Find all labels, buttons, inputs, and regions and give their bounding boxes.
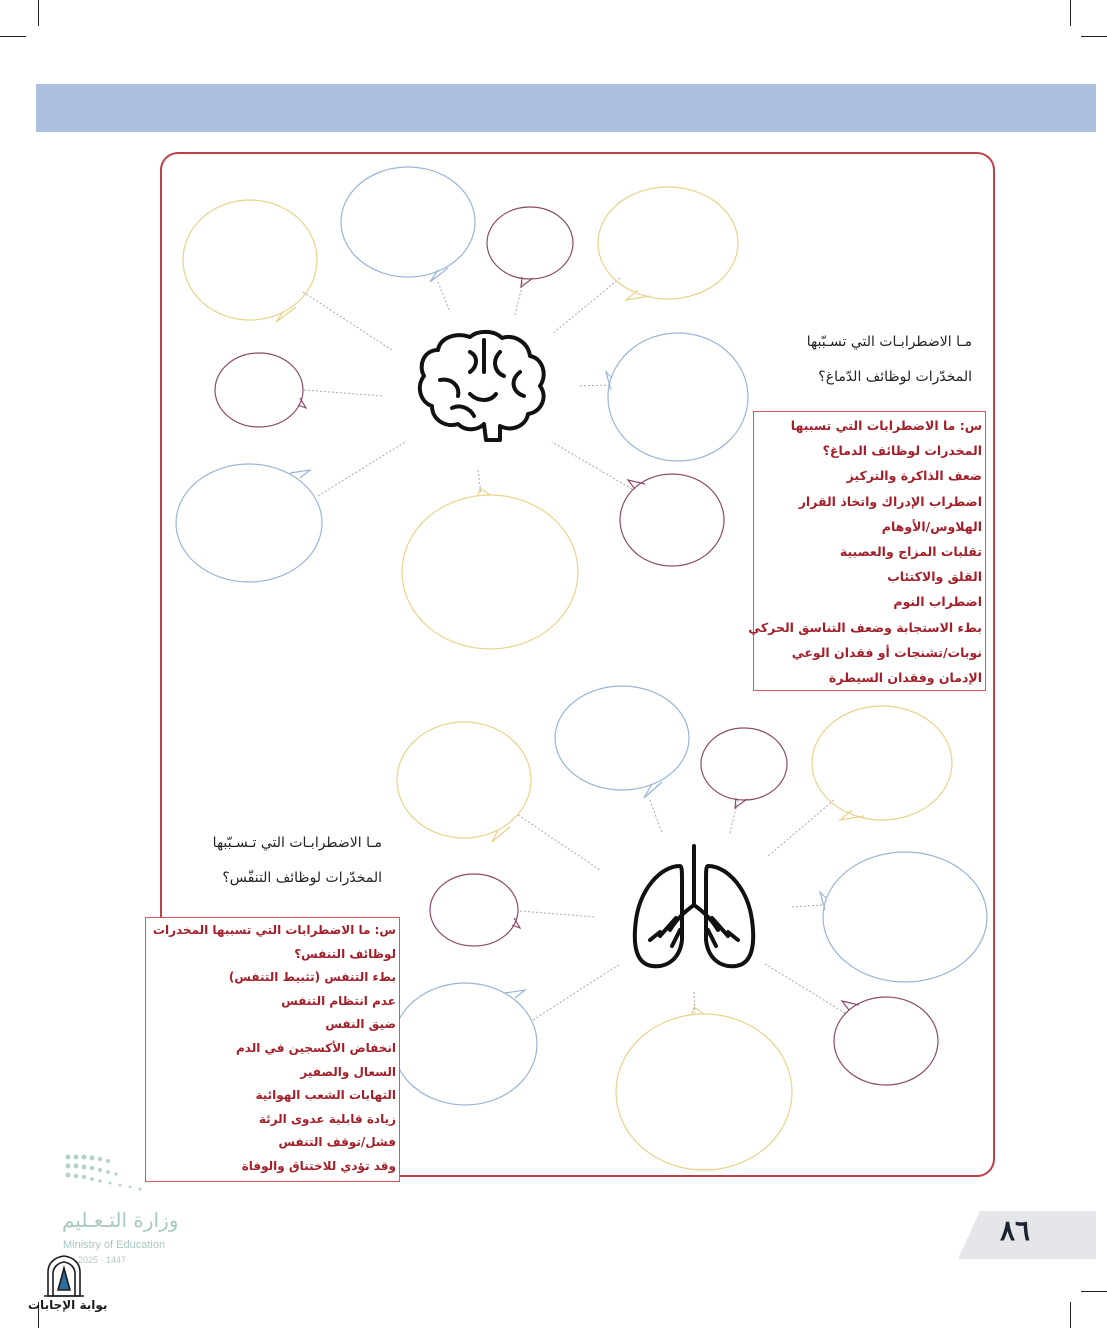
lungs-answer-line: انخفاض الأكسجين في الدم (235, 1040, 396, 1055)
brain-connectors (303, 278, 632, 496)
brain-answer-line: الإدمان وفقدان السيطرة (828, 670, 982, 686)
lungs-answer-line: ضيق النفس (325, 1017, 396, 1032)
brain-bubble-blue-2 (606, 333, 748, 461)
lungs-question (150, 826, 382, 896)
brain-bubble-yellow-3 (402, 488, 578, 649)
lungs-icon (635, 846, 753, 966)
brain-answer-box (748, 411, 986, 691)
ministry-name-english: Ministry of Education (63, 1239, 166, 1251)
lungs-question-line1: مـا الاضطرابـات التي تـسـبّبها (212, 835, 382, 851)
brain-bubble-purple-2 (215, 353, 306, 427)
brain-bubble-yellow-1 (183, 200, 317, 322)
lungs-answer-line: التهابات الشعب الهوائية (255, 1088, 396, 1103)
brain-answer-line: الهلاوس/الأوهام (881, 518, 982, 534)
ministry-name-arabic: وزارة التـعـليم (62, 1208, 179, 1232)
brain-bubble-blue-1 (341, 167, 475, 282)
lungs-bubble-purple-1 (701, 728, 787, 808)
brain-bubble-purple-3 (620, 474, 724, 566)
lungs-bubble-blue-3 (393, 983, 537, 1105)
site-label: بوابة الإجابات (28, 1298, 108, 1312)
brain-answer-line: القلق والاكتئاب (887, 569, 982, 585)
lungs-bubble-yellow-3 (616, 1007, 792, 1170)
page-number: ٨٦ (999, 1214, 1031, 1247)
ministry-year: 2025 - 1447 (78, 1255, 127, 1265)
brain-answer-line: اضطراب النوم (893, 594, 982, 610)
lungs-answer-line: وقد تؤدي للاختناق والوفاة (241, 1158, 396, 1173)
lungs-bubble-yellow-1 (397, 722, 531, 842)
lungs-bubble-purple-3 (834, 997, 938, 1085)
brain-answer-line: اضطراب الإدراك واتخاذ القرار (798, 493, 982, 509)
brain-bubble-yellow-2 (598, 187, 738, 300)
lungs-answer-line: لوظائف التنفس؟ (294, 946, 396, 961)
lungs-bubble-blue-1 (555, 686, 689, 798)
brain-question-line2: المخدّرات لوظائف الدّماغ؟ (818, 369, 972, 385)
brain-answer-line: س: ما الاضطرابات التي تسببها (790, 418, 982, 433)
brain-bubble-purple-1 (487, 207, 573, 287)
lungs-question-line2: المخدّرات لوظائف التنفّس؟ (222, 870, 382, 886)
brain-answer-line: تقلبات المزاج والعصبية (839, 544, 982, 560)
lungs-bubble-yellow-2 (812, 706, 952, 820)
lungs-answer-line: السعال والصفير (300, 1064, 396, 1079)
lungs-answer-line: بطء التنفس (تثبيط التنفس) (228, 970, 396, 985)
brain-bubble-blue-3 (176, 464, 322, 582)
lungs-answer-box (145, 917, 400, 1182)
lungs-bubble-blue-2 (820, 852, 987, 982)
lungs-answer-line: عدم انتظام التنفس (281, 993, 396, 1008)
brain-answer-line: بطء الاستجابة وضعف التناسق الحركي (748, 619, 982, 635)
lungs-bubble-purple-2 (430, 874, 520, 946)
brain-answer-line: المخدرات لوظائف الدماغ؟ (822, 443, 982, 459)
lungs-answer-line: زيادة قابلية عدوى الرئة (258, 1111, 396, 1126)
brain-answer-line: ضعف الذاكرة والتركيز (846, 468, 982, 484)
brain-question-line1: مـا الاضطرابـات التي تسـبّبها (806, 334, 972, 350)
lungs-bubbles (393, 686, 987, 1170)
brain-icon (420, 332, 544, 440)
brain-answer-line: نوبات/تشنجات أو فقدان الوعي (791, 644, 982, 660)
lungs-answer-line: فشل/توقف التنفس (278, 1135, 396, 1150)
lungs-answer-line: س: ما الاضطرابات التي تسببها المخدرات (152, 923, 396, 937)
brain-question (740, 325, 972, 395)
